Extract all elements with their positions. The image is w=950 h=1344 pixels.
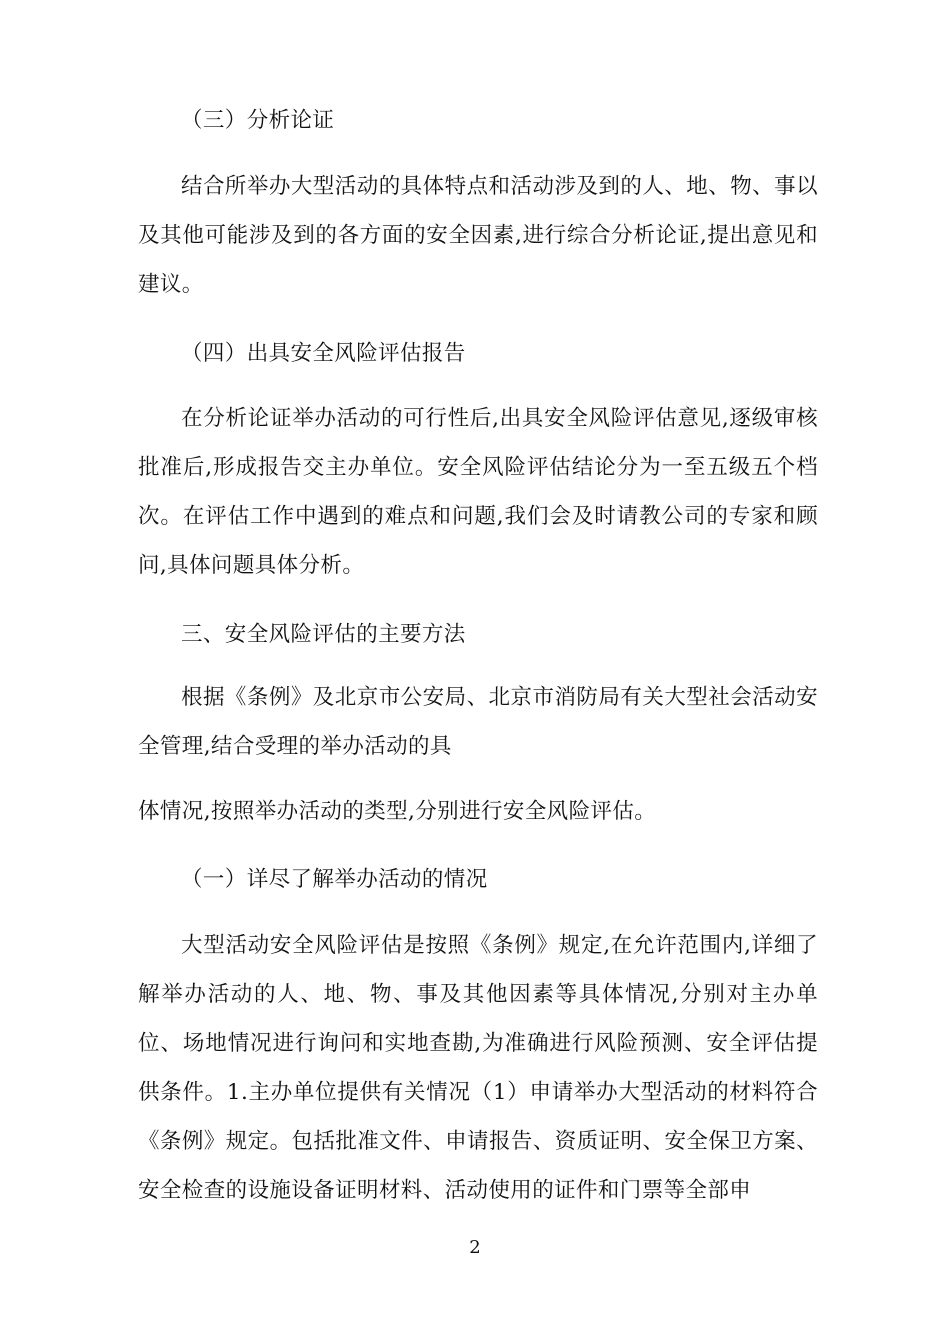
paragraph-analysis-body: 结合所举办大型活动的具体特点和活动涉及到的人、地、物、事以及其他可能涉及到的各方面的安全因素,进行综合分析论证,提出意见和建议。 [138, 174, 818, 297]
section-heading-analysis: （三）分析论证 [181, 108, 335, 133]
section-heading-methods: 三、安全风险评估的主要方法 [181, 622, 466, 647]
paragraph-report-body: 在分析论证举办活动的可行性后,出具安全风险评估意见,逐级审核批准后,形成报告交主办单位。安全风险评估结论分为一至五级五个档次。在评估工作中遇到的难点和问题,我们会及时请教公司的专家和顾问,具体问题具体分析。 [138, 406, 818, 578]
page-number: 2 [469, 1237, 481, 1258]
section-heading-understand: （一）详尽了解举办活动的情况 [181, 867, 488, 892]
paragraph-methods-continued: 体情况,按照举办活动的类型,分别进行安全风险评估。 [138, 799, 657, 824]
section-heading-report: （四）出具安全风险评估报告 [181, 341, 466, 366]
paragraph-understand-body: 大型活动安全风险评估是按照《条例》规定,在允许范围内,详细了解举办活动的人、地、物、事及其他因素等具体情况,分别对主办单位、场地情况进行询问和实地查勘,为准确进行风险预测、安全评估提供条件。1.主办单位提供有关情况（1）申请举办大型活动的材料符合《条例》规定。包括批准文件、申请报告、资质证明、安全保卫方案、安全检查的设施设备证明材料、活动使用的证件和门票等全部申 [138, 933, 818, 1203]
paragraph-methods-body: 根据《条例》及北京市公安局、北京市消防局有关大型社会活动安全管理,结合受理的举办活动的具 [138, 685, 818, 759]
